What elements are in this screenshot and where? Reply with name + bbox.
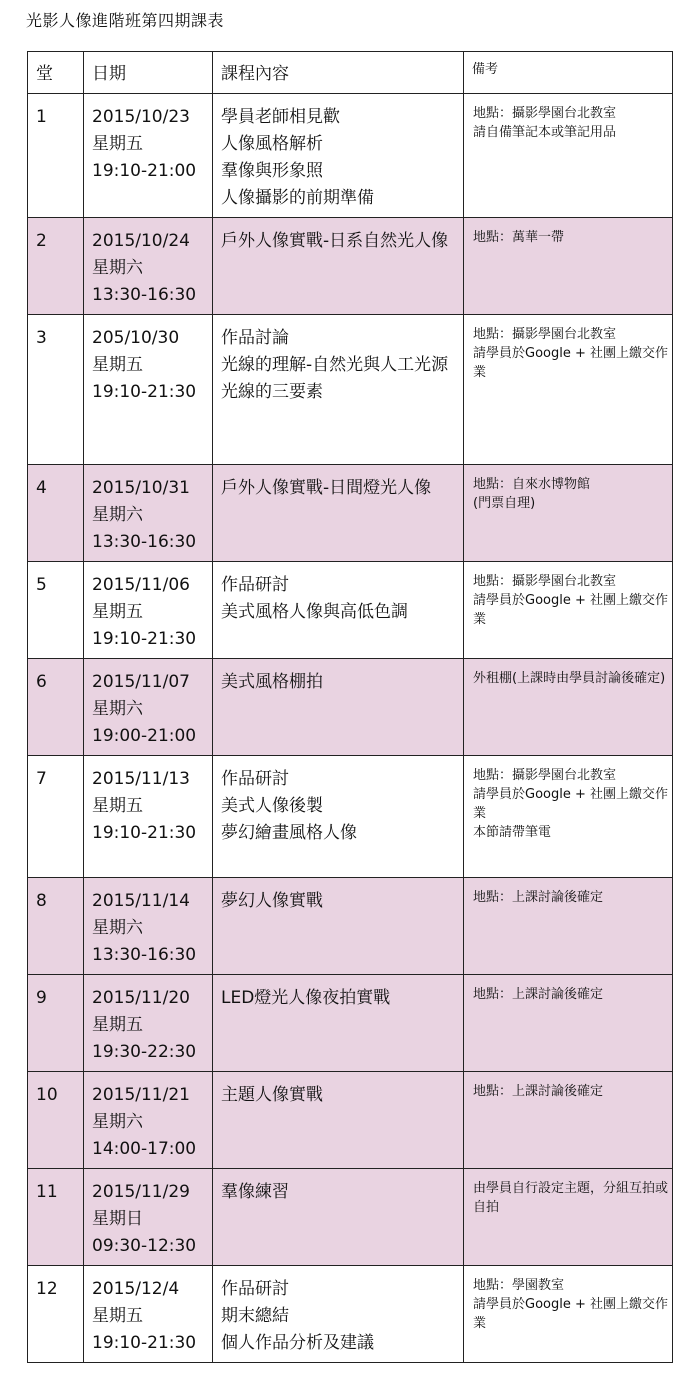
session-date-line: 19:10-21:00 <box>92 161 197 181</box>
course-content-line: 美式人像後製 <box>221 796 323 816</box>
course-content <box>213 562 464 659</box>
session-date-line: 19:10-21:30 <box>92 382 197 402</box>
session-date-line: 2015/10/31 <box>92 478 190 498</box>
remarks <box>464 756 673 878</box>
remarks-line: 請學員於Google + 社團上繳交作業 <box>473 1297 669 1331</box>
remarks <box>464 659 673 756</box>
session-date <box>84 218 213 315</box>
session-date-line: 19:30-22:30 <box>92 1042 197 1062</box>
course-content-line: 羣像與形象照 <box>221 161 323 181</box>
remarks <box>464 1072 673 1169</box>
remarks <box>464 218 673 315</box>
table-row <box>28 1169 673 1266</box>
table-row <box>28 218 673 315</box>
session-date-line: 19:10-21:30 <box>92 1333 197 1353</box>
table-row <box>28 756 673 878</box>
session-date-line: 星期五 <box>92 1015 143 1035</box>
session-date <box>84 1266 213 1363</box>
course-content-line: 美式風格人像與高低色調 <box>221 602 408 622</box>
session-date <box>84 1072 213 1169</box>
remarks-line: 地點：上課討論後確定 <box>473 987 604 1002</box>
table-row <box>28 975 673 1072</box>
course-content-line: 光線的三要素 <box>221 382 323 402</box>
session-date <box>84 94 213 218</box>
session-date-line: 星期五 <box>92 796 143 816</box>
course-content <box>213 1266 464 1363</box>
course-content <box>213 878 464 975</box>
remarks <box>464 1266 673 1363</box>
session-date-line: 2015/11/13 <box>92 769 190 789</box>
session-date-line: 星期六 <box>92 918 143 938</box>
remarks <box>464 975 673 1072</box>
remarks-line: 外租棚(上課時由學員討論後確定) <box>473 671 666 686</box>
course-content-line: 期末總結 <box>221 1306 289 1326</box>
session-date-line: 2015/11/14 <box>92 891 190 911</box>
lesson-number: 3 <box>28 315 84 465</box>
remarks-line: 地點：學園教室 <box>473 1278 565 1293</box>
session-date-line: 星期五 <box>92 1306 143 1326</box>
session-date-line: 2015/11/06 <box>92 575 190 595</box>
course-content-line: 夢幻繪畫風格人像 <box>221 823 357 843</box>
table-row <box>28 878 673 975</box>
session-date-line: 19:10-21:30 <box>92 629 197 649</box>
remarks-line: 請學員於Google + 社團上繳交作業 <box>473 346 669 380</box>
session-date-line: 19:00-21:00 <box>92 726 197 746</box>
session-date-line: 13:30-16:30 <box>92 945 197 965</box>
header-note: 備考 <box>464 52 673 94</box>
session-date-line: 星期六 <box>92 505 143 525</box>
session-date-line: 2015/12/4 <box>92 1279 180 1299</box>
session-date-line: 星期六 <box>92 1112 143 1132</box>
remarks-line: 請學員於Google + 社團上繳交作業 <box>473 593 669 627</box>
remarks <box>464 1169 673 1266</box>
remarks-line: 地點：攝影學園台北教室 <box>473 768 617 783</box>
page-title: 光影人像進階班第四期課表 <box>26 11 225 30</box>
course-content-line: 學員老師相見歡 <box>221 107 340 127</box>
course-content-line: 人像攝影的前期準備 <box>221 188 374 208</box>
remarks-line: 由學員自行設定主題，分組互拍或自拍 <box>473 1181 669 1215</box>
remarks-line: 地點：自來水博物館 <box>473 477 591 492</box>
course-content-line: 戶外人像實戰-日系自然光人像 <box>221 231 449 251</box>
remarks-line: 請學員於Google + 社團上繳交作業 <box>473 787 669 821</box>
lesson-number: 8 <box>28 878 84 975</box>
session-date <box>84 562 213 659</box>
session-date-line: 星期六 <box>92 258 143 278</box>
course-content-line: 戶外人像實戰-日間燈光人像 <box>221 478 432 498</box>
session-date-line: 2015/11/07 <box>92 672 190 692</box>
table-row <box>28 94 673 218</box>
session-date-line: 星期日 <box>92 1209 143 1229</box>
lesson-number: 9 <box>28 975 84 1072</box>
course-content <box>213 975 464 1072</box>
session-date-line: 2015/10/24 <box>92 231 190 251</box>
course-content-line: LED燈光人像夜拍實戰 <box>221 988 391 1008</box>
remarks-line: 地點：攝影學園台北教室 <box>473 574 617 589</box>
session-date <box>84 465 213 562</box>
remarks <box>464 562 673 659</box>
session-date-line: 205/10/30 <box>92 328 180 348</box>
table-row <box>28 562 673 659</box>
remarks-line: 本節請帶筆電 <box>473 825 552 840</box>
session-date <box>84 1169 213 1266</box>
remarks <box>464 315 673 465</box>
course-content-line: 作品研討 <box>221 575 289 595</box>
lesson-number: 1 <box>28 94 84 218</box>
course-content-line: 作品研討 <box>221 769 289 789</box>
session-date-line: 2015/10/23 <box>92 107 190 127</box>
lesson-number: 7 <box>28 756 84 878</box>
lesson-number: 5 <box>28 562 84 659</box>
remarks-line: 地點：上課討論後確定 <box>473 890 604 905</box>
table-header-row <box>28 52 673 94</box>
remarks-line: 地點：攝影學園台北教室 <box>473 327 617 342</box>
table-row <box>28 1266 673 1363</box>
course-content-line: 人像風格解析 <box>221 134 323 154</box>
course-content-line: 作品研討 <box>221 1279 289 1299</box>
session-date-line: 星期五 <box>92 134 143 154</box>
session-date-line: 14:00-17:00 <box>92 1139 197 1159</box>
table-row <box>28 659 673 756</box>
lesson-number: 11 <box>28 1169 84 1266</box>
session-date-line: 星期六 <box>92 699 143 719</box>
lesson-number: 4 <box>28 465 84 562</box>
course-content-line: 美式風格棚拍 <box>221 672 323 692</box>
header-lesson: 堂 <box>28 52 84 94</box>
course-content <box>213 659 464 756</box>
session-date-line: 2015/11/21 <box>92 1085 190 1105</box>
course-content <box>213 465 464 562</box>
remarks-line: (門票自理) <box>473 496 536 511</box>
lesson-number: 2 <box>28 218 84 315</box>
table-row <box>28 465 673 562</box>
header-content: 課程內容 <box>213 52 464 94</box>
lesson-number: 6 <box>28 659 84 756</box>
session-date-line: 13:30-16:30 <box>92 532 197 552</box>
session-date-line: 星期五 <box>92 602 143 622</box>
remarks-line: 請自備筆記本或筆記用品 <box>473 125 617 140</box>
remarks <box>464 878 673 975</box>
remarks <box>464 465 673 562</box>
session-date-line: 13:30-16:30 <box>92 285 197 305</box>
session-date-line: 19:10-21:30 <box>92 823 197 843</box>
table-row <box>28 315 673 465</box>
session-date <box>84 659 213 756</box>
session-date-line: 09:30-12:30 <box>92 1236 197 1256</box>
course-content-line: 個人作品分析及建議 <box>221 1333 374 1353</box>
course-content <box>213 1072 464 1169</box>
course-content-line: 作品討論 <box>221 328 289 348</box>
lesson-number: 10 <box>28 1072 84 1169</box>
course-content-line: 主題人像實戰 <box>221 1085 323 1105</box>
session-date <box>84 756 213 878</box>
session-date-line: 2015/11/20 <box>92 988 190 1008</box>
course-schedule-table <box>27 51 673 1363</box>
session-date <box>84 315 213 465</box>
remarks-line: 地點：攝影學園台北教室 <box>473 106 617 121</box>
course-content <box>213 218 464 315</box>
course-content-line: 光線的理解-自然光與人工光源 <box>221 355 449 375</box>
course-content <box>213 94 464 218</box>
course-content <box>213 315 464 465</box>
course-content <box>213 756 464 878</box>
course-content-line: 羣像練習 <box>221 1182 289 1202</box>
header-date: 日期 <box>84 52 213 94</box>
course-content <box>213 1169 464 1266</box>
session-date <box>84 878 213 975</box>
lesson-number: 12 <box>28 1266 84 1363</box>
remarks-line: 地點：萬華一帶 <box>473 230 565 245</box>
session-date-line: 星期五 <box>92 355 143 375</box>
table-row <box>28 1072 673 1169</box>
remarks <box>464 94 673 218</box>
session-date <box>84 975 213 1072</box>
remarks-line: 地點：上課討論後確定 <box>473 1084 604 1099</box>
session-date-line: 2015/11/29 <box>92 1182 190 1202</box>
course-content-line: 夢幻人像實戰 <box>221 891 323 911</box>
